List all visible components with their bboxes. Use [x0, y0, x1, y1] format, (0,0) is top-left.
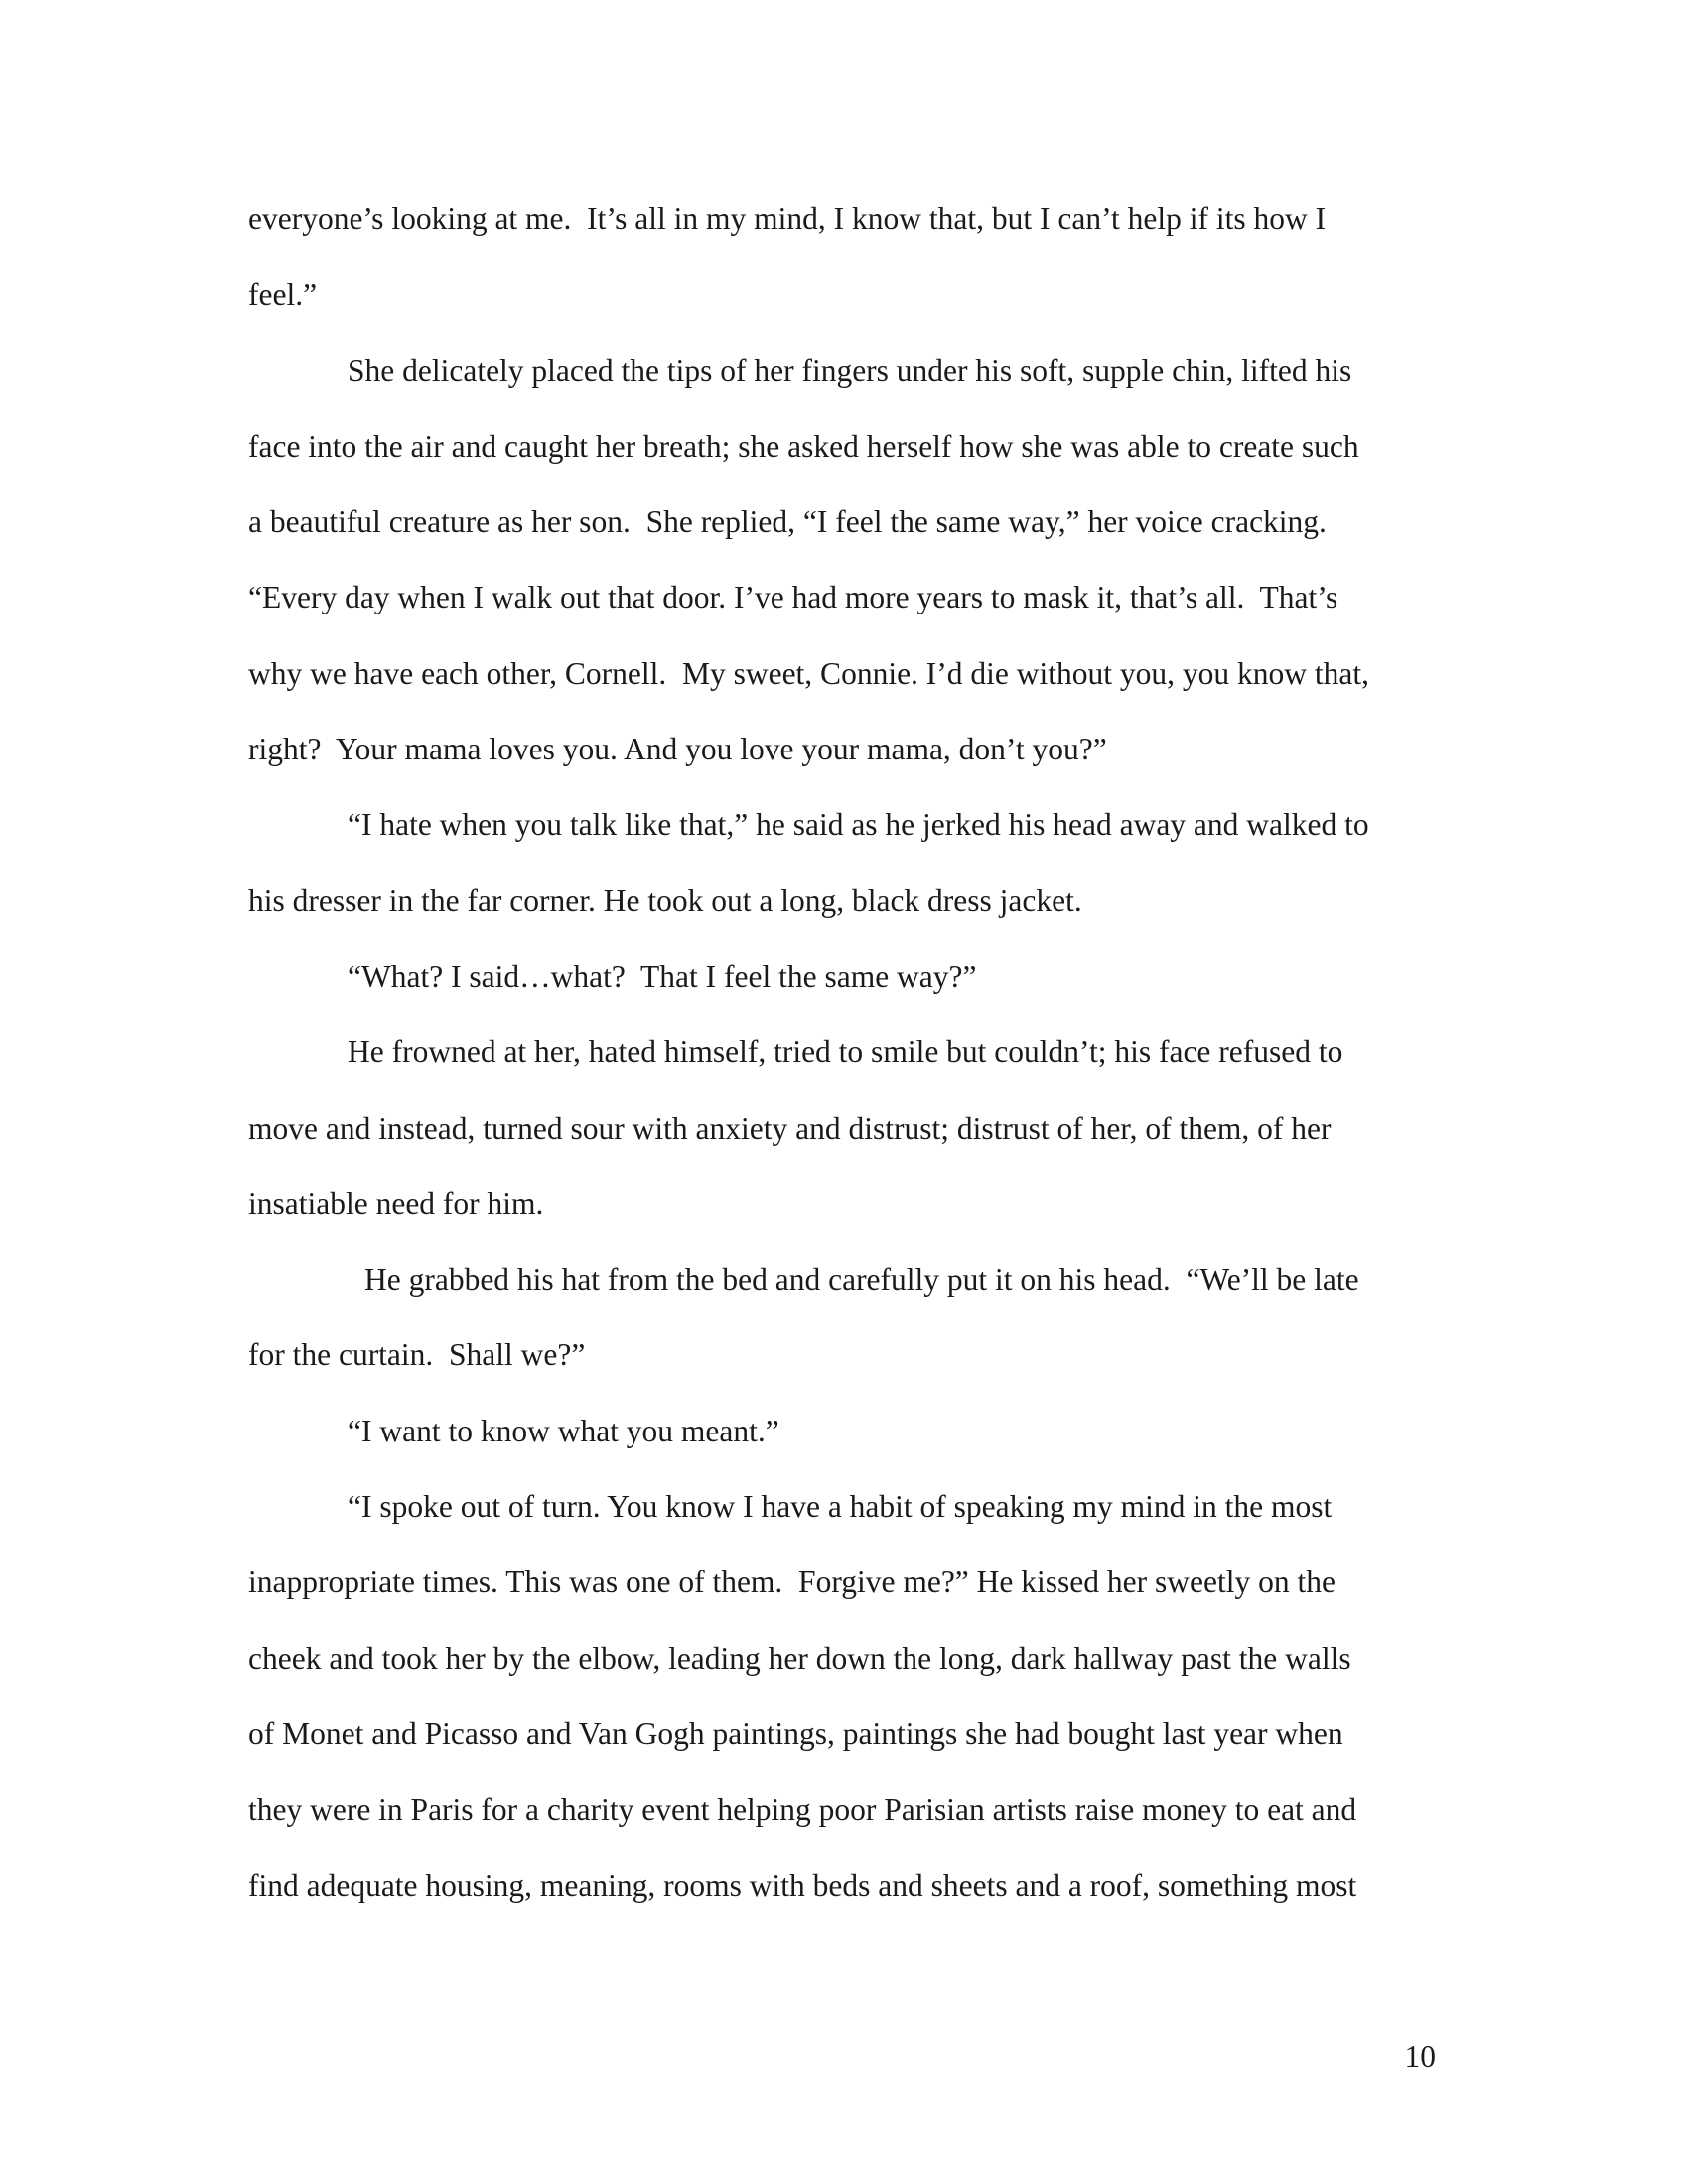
- text-line: why we have each other, Cornell. My sweet, Connie. I’d die without you, you know that,: [248, 655, 1370, 691]
- text-line: his dresser in the far corner. He took out a long, black dress jacket.: [248, 883, 1082, 918]
- text-line: insatiable need for him.: [248, 1185, 544, 1221]
- text-line: find adequate housing, meaning, rooms with beds and sheets and a roof, something most: [248, 1867, 1357, 1903]
- text-line: they were in Paris for a charity event helping poor Parisian artists raise money to eat and: [248, 1792, 1357, 1828]
- text-line: everyone’s looking at me. It’s all in my mind, I know that, but I can’t help if its how I: [248, 202, 1327, 236]
- text-line: inappropriate times. This was one of them. Forgive me?” He kissed her sweetly on the: [248, 1565, 1336, 1600]
- text-line: face into the air and caught her breath; she asked herself how she was able to create such: [248, 428, 1359, 464]
- text-line: of Monet and Picasso and Van Gogh paintings, paintings she had bought last year when: [248, 1715, 1343, 1751]
- text-line: She delicately placed the tips of her fingers under his soft, supple chin, lifted his: [348, 352, 1352, 388]
- text-line: feel.”: [248, 277, 318, 313]
- text-line: for the curtain. Shall we?”: [248, 1337, 586, 1373]
- text-line: “I want to know what you meant.”: [348, 1413, 779, 1448]
- text-line: move and instead, turned sour with anxiety and distrust; distrust of her, of them, of her: [248, 1110, 1332, 1146]
- text-line: right? Your mama loves you. And you love your mama, don’t you?”: [248, 732, 1107, 767]
- text-line: He grabbed his hat from the bed and carefully put it on his head. “We’ll be late: [364, 1262, 1359, 1297]
- text-line: “I spoke out of turn. You know I have a habit of speaking my mind in the most: [348, 1489, 1333, 1525]
- text-line: “What? I said…what? That I feel the same way?”: [348, 958, 977, 994]
- text-line: a beautiful creature as her son. She replied, “I feel the same way,” her voice cracking.: [248, 504, 1327, 540]
- body-text: [248, 195, 1440, 1937]
- page-number: 10: [1404, 2039, 1436, 2074]
- text-line: He frowned at her, hated himself, tried to smile but couldn’t; his face refused to: [348, 1034, 1343, 1070]
- text-line: “I hate when you talk like that,” he said as he jerked his head away and walked to: [348, 807, 1369, 843]
- text-line: cheek and took her by the elbow, leading her down the long, dark hallway past the walls: [248, 1640, 1351, 1676]
- text-line: “Every day when I walk out that door. I’ve had more years to mask it, that’s all. That’s: [248, 580, 1338, 615]
